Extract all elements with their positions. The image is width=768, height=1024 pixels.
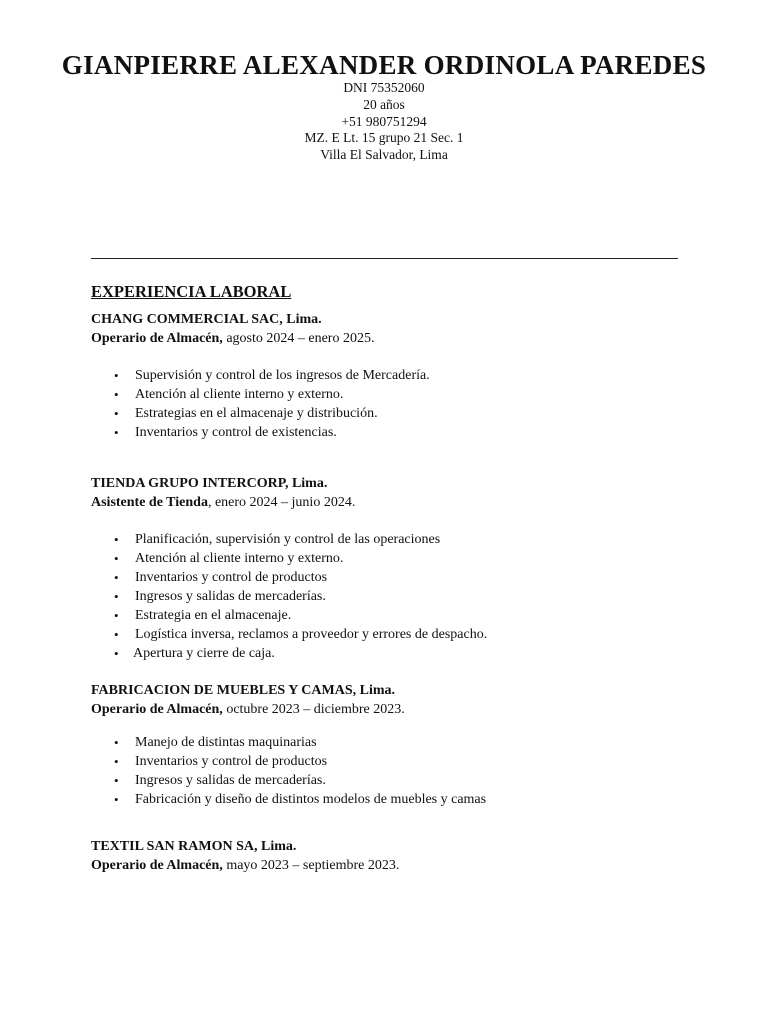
job-period: , enero 2024 – junio 2024.: [207, 495, 356, 510]
job-entry: [91, 837, 691, 875]
contact-dni: DNI 75352060: [343, 80, 425, 95]
job-role-line: [91, 493, 691, 512]
job-period: octubre 2023 – diciembre 2023.: [222, 702, 405, 717]
job-period: mayo 2023 – septiembre 2023.: [222, 858, 400, 873]
job-company: CHANG COMMERCIAL SAC, Lima.: [91, 312, 322, 327]
list-item: [112, 549, 692, 568]
duty-text: Logística inversa, reclamos a proveedor y errores de despacho.: [135, 627, 488, 642]
list-item: [112, 644, 692, 663]
duty-text: Inventarios y control de existencias.: [135, 425, 337, 440]
contact-city: Villa El Salvador, Lima: [320, 147, 448, 163]
bullet-icon: •: [114, 387, 119, 402]
list-item: [112, 587, 692, 606]
bullet-icon: •: [114, 646, 119, 661]
job-role: Operario de Almacén,: [91, 858, 223, 873]
duty-text: Inventarios y control de productos: [135, 754, 328, 769]
candidate-name: GIANPIERRE ALEXANDER ORDINOLA PAREDES: [61, 50, 707, 80]
job-entry: [91, 681, 691, 719]
list-item: [112, 530, 692, 549]
bullet-icon: •: [114, 627, 119, 642]
bullet-icon: •: [114, 551, 119, 566]
list-item: [112, 385, 692, 404]
list-item: [112, 771, 692, 790]
list-item: [112, 366, 692, 385]
job-role: Operario de Almacén,: [91, 702, 223, 717]
job-entry: [91, 310, 691, 348]
list-item: [112, 568, 692, 587]
job-duties-list: [112, 733, 692, 809]
bullet-icon: •: [114, 368, 119, 383]
bullet-icon: •: [114, 425, 119, 440]
job-duties-list: [112, 366, 692, 442]
list-item: [112, 733, 692, 752]
duty-text: Estrategia en el almacenaje.: [135, 608, 292, 623]
bullet-icon: •: [114, 754, 119, 769]
list-item: [112, 606, 692, 625]
duty-text: Ingresos y salidas de mercaderías.: [135, 773, 326, 788]
bullet-icon: •: [114, 570, 119, 585]
job-role-line: [91, 329, 691, 348]
duty-text: Ingresos y salidas de mercaderías.: [135, 589, 326, 604]
contact-age: 20 años: [363, 96, 405, 112]
bullet-icon: •: [114, 532, 119, 547]
list-item: [112, 790, 692, 809]
job-company: TIENDA GRUPO INTERCORP, Lima.: [91, 476, 328, 491]
list-item: [112, 752, 692, 771]
list-item: [112, 625, 692, 644]
bullet-icon: •: [114, 589, 119, 604]
job-role-line: [91, 856, 691, 875]
bullet-icon: •: [114, 735, 119, 750]
contact-phone: +51 980751294: [341, 113, 427, 129]
job-role: Operario de Almacén,: [91, 331, 223, 346]
bullet-icon: •: [114, 406, 119, 421]
duty-text: Atención al cliente interno y externo.: [135, 551, 344, 566]
section-title-experience: EXPERIENCIA LABORAL: [91, 282, 292, 301]
divider-line: [91, 258, 678, 259]
duty-text: Supervisión y control de los ingresos de Mercadería.: [135, 368, 430, 383]
bullet-icon: •: [114, 773, 119, 788]
duty-text: Atención al cliente interno y externo.: [135, 387, 344, 402]
job-role: Asistente de Tienda: [91, 495, 208, 510]
bullet-icon: •: [114, 792, 119, 807]
duty-text: Planificación, supervisión y control de las operaciones: [135, 532, 441, 547]
duty-text: Fabricación y diseño de distintos modelos de muebles y camas: [135, 792, 487, 807]
list-item: [112, 404, 692, 423]
list-item: [112, 423, 692, 442]
job-entry: [91, 474, 691, 512]
job-duties-list: [112, 530, 692, 663]
job-role-line: [91, 700, 691, 719]
duty-text: Estrategias en el almacenaje y distribución.: [135, 406, 378, 421]
job-period: agosto 2024 – enero 2025.: [222, 331, 375, 346]
bullet-icon: •: [114, 608, 119, 623]
job-company: TEXTIL SAN RAMON SA, Lima.: [91, 839, 297, 854]
duty-text: Apertura y cierre de caja.: [133, 646, 275, 661]
contact-block: [0, 80, 768, 164]
duty-text: Manejo de distintas maquinarias: [135, 735, 317, 750]
job-company: FABRICACION DE MUEBLES Y CAMAS, Lima.: [91, 683, 396, 698]
contact-address: MZ. E Lt. 15 grupo 21 Sec. 1: [304, 130, 464, 146]
duty-text: Inventarios y control de productos: [135, 570, 328, 585]
